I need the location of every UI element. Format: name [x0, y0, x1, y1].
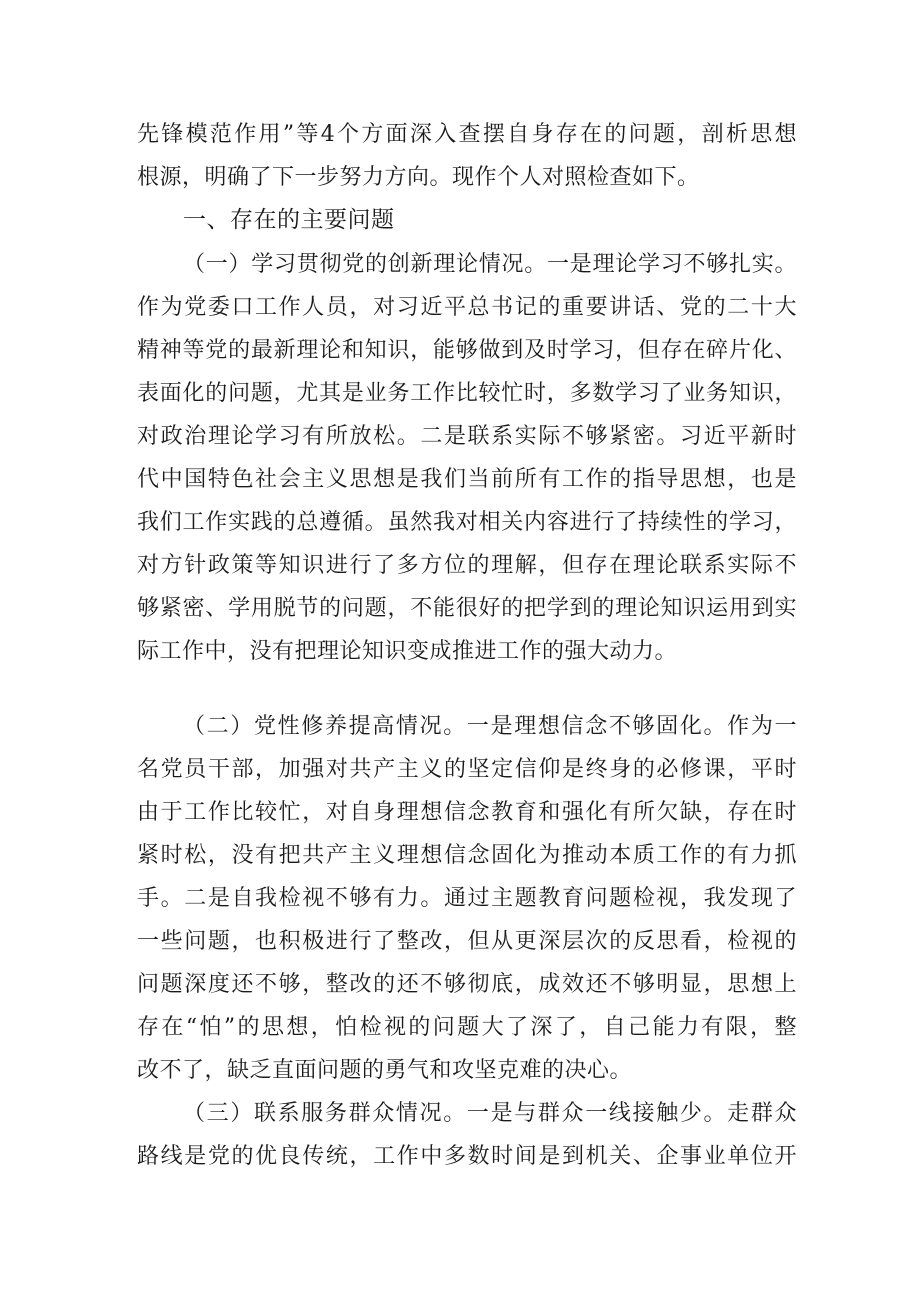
para2-line-4: 紧时松，没有把共产主义理想信念固化为推动本质工作的有力抓 — [137, 843, 797, 868]
para1-line-1: （一）学习贯彻党的创新理论情况。一是理论学习不够扎实。 — [183, 252, 797, 277]
intro-line-1: 先锋模范作用”等4个方面深入查摆自身存在的问题，剖析思想 — [137, 122, 797, 147]
section-heading: 一、存在的主要问题 — [183, 207, 395, 233]
para1-line-4: 表面化的问题，尤其是业务工作比较忙时，多数学习了业务知识， — [137, 381, 797, 406]
intro-line-2: 根源，明确了下一步努力方向。现作个人对照检查如下。 — [137, 165, 700, 190]
para1-line-10: 际工作中，没有把理论知识变成推进工作的强大动力。 — [137, 639, 678, 664]
para1-line-8: 对方针政策等知识进行了多方位的理解，但存在理论联系实际不 — [137, 553, 797, 578]
para1-line-2: 作为党委口工作人员，对习近平总书记的重要讲话、党的二十大 — [137, 295, 797, 320]
para1-line-7: 我们工作实践的总遵循。虽然我对相关内容进行了持续性的学习， — [137, 510, 797, 535]
para3-line-1: （三）联系服务群众情况。一是与群众一线接触少。走群众 — [183, 1101, 797, 1126]
para1-line-6: 代中国特色社会主义思想是我们当前所有工作的指导思想，也是 — [137, 467, 797, 492]
para2-line-6: 一些问题，也积极进行了整改，但从更深层次的反思看，检视的 — [137, 929, 797, 954]
para2-line-9: 改不了，缺乏直面问题的勇气和攻坚克难的决心。 — [137, 1058, 633, 1083]
para1-line-5: 对政治理论学习有所放松。二是联系实际不够紧密。习近平新时 — [137, 424, 797, 449]
para2-line-2: 名党员干部，加强对共产主义的坚定信仰是终身的必修课，平时 — [137, 757, 797, 782]
para1-line-3: 精神等党的最新理论和知识，能够做到及时学习，但存在碎片化、 — [137, 338, 797, 363]
para2-line-7: 问题深度还不够，整改的还不够彻底，成效还不够明显，思想上 — [137, 972, 797, 997]
para1-line-9: 够紧密、学用脱节的问题，不能很好的把学到的理论知识运用到实 — [137, 596, 797, 621]
para2-line-5: 手。二是自我检视不够有力。通过主题教育问题检视，我发现了 — [137, 886, 797, 911]
para2-line-3: 由于工作比较忙，对自身理想信念教育和强化有所欠缺，存在时 — [137, 800, 797, 825]
para3-line-2: 路线是党的优良传统，工作中多数时间是到机关、企事业单位开 — [137, 1144, 797, 1169]
para2-line-8: 存在“怕”的思想，怕检视的问题大了深了，自己能力有限，整 — [137, 1015, 797, 1040]
para2-line-1: （二）党性修养提高情况。一是理想信念不够固化。作为一 — [183, 714, 797, 739]
